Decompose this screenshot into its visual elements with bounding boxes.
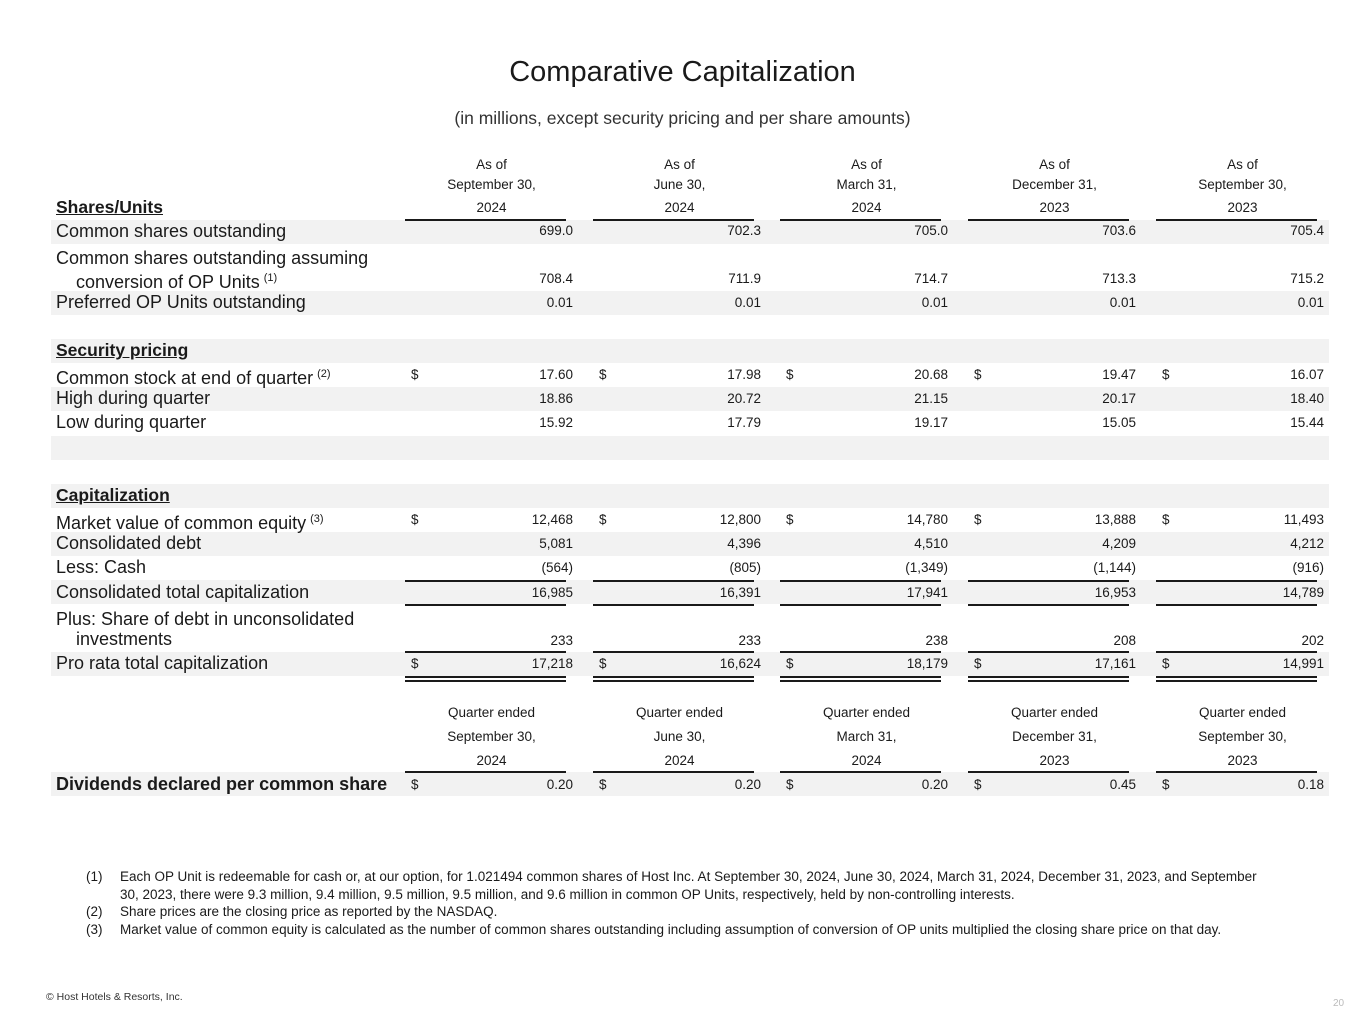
label-line-2-text: conversion of OP Units <box>76 272 260 292</box>
currency-symbol: $ <box>411 367 419 382</box>
value-cell-dividends <box>780 775 953 795</box>
footnote-text: Each OP Unit is redeemable for cash or, at our option, for 1.021494 common shares of Host Inc. At September 30, 2024, June 30, 2024, March 31, 2024, December 31, 2023, and September 30, 2023, there were 9.3 million, 9.4 million, 9.5 million, 9.5 million, and 9.6 million in common OP Units, respectively, held by non-controlling interests. <box>120 869 1257 902</box>
value-number: 15.44 <box>1290 415 1324 430</box>
value-number: 0.20 <box>546 777 573 792</box>
column-header-line: As of <box>664 157 695 172</box>
value-number: 21.15 <box>914 391 948 406</box>
value-number: (1,144) <box>1093 560 1136 575</box>
footnotes <box>86 868 1276 938</box>
value-number: 705.4 <box>1290 223 1324 238</box>
value-number: 20.68 <box>914 367 948 382</box>
section-capitalization: Capitalization <box>56 485 170 505</box>
value-number: (1,349) <box>905 560 948 575</box>
column-rule <box>405 651 566 653</box>
value-number: 711.9 <box>728 271 761 286</box>
value-number: 20.72 <box>727 391 761 406</box>
column-rule <box>1156 219 1317 221</box>
column-header-line: As of <box>851 157 882 172</box>
value-number: 16,985 <box>531 585 573 600</box>
currency-symbol: $ <box>786 512 794 527</box>
currency-symbol: $ <box>411 777 419 792</box>
value-number: 699.0 <box>539 223 573 238</box>
value-cell-stock-end <box>593 365 766 385</box>
value-number: 4,510 <box>914 536 948 551</box>
value-number: 5,081 <box>539 536 573 551</box>
value-number: 12,468 <box>531 512 573 527</box>
value-number: 16,391 <box>719 585 761 600</box>
value-cell-common-conv <box>968 269 1141 289</box>
value-cell-low <box>1156 413 1329 433</box>
value-cell-stock-end <box>405 365 578 385</box>
row-label-share-debt <box>56 609 354 649</box>
column-header-line: 2023 <box>1039 200 1070 215</box>
value-number: 714.7 <box>914 271 948 286</box>
currency-symbol: $ <box>974 367 982 382</box>
column-header-line: June 30, <box>653 177 706 192</box>
value-cell-common-shares <box>780 221 953 241</box>
value-number: 0.20 <box>734 777 761 792</box>
column-rule <box>593 580 754 582</box>
label-text: Low during quarter <box>56 412 207 432</box>
value-cell-preferred <box>405 293 578 313</box>
value-number: 233 <box>550 633 573 648</box>
column-rule <box>968 219 1129 221</box>
value-number: 13,888 <box>1094 512 1136 527</box>
footnote-2 <box>86 903 1276 921</box>
label-line-1: Plus: Share of debt in unconsolidated <box>56 609 355 629</box>
currency-symbol: $ <box>974 512 982 527</box>
value-cell-cash <box>968 558 1141 578</box>
column-rule <box>780 651 941 653</box>
column-header-line: September 30, <box>447 729 536 744</box>
value-cell-dividends <box>1156 775 1329 795</box>
value-number: 14,780 <box>906 512 948 527</box>
row-label-stock-end <box>56 364 331 388</box>
value-cell-low <box>968 413 1141 433</box>
value-number: (564) <box>541 560 573 575</box>
value-cell-stock-end <box>780 365 953 385</box>
value-number: 202 <box>1301 633 1324 648</box>
row-band <box>51 339 1329 363</box>
value-cell-pro-rata <box>1156 654 1329 674</box>
value-number: 20.17 <box>1102 391 1136 406</box>
value-cell-preferred <box>593 293 766 313</box>
label-text: Preferred OP Units outstanding <box>56 292 306 312</box>
footnote-ref: (1) <box>263 272 278 284</box>
column-rule <box>593 651 754 653</box>
row-band <box>51 484 1329 508</box>
row-label-pro-rata <box>56 653 268 673</box>
value-cell-dividends <box>405 775 578 795</box>
column-header-line: December 31, <box>1012 729 1097 744</box>
double-rule <box>593 676 754 682</box>
value-cell-market-value <box>780 510 953 530</box>
currency-symbol: $ <box>1162 777 1170 792</box>
currency-symbol: $ <box>974 777 982 792</box>
row-label-market-value <box>56 509 324 533</box>
section-shares-units: Shares/Units <box>56 197 163 217</box>
label-text: Common stock at end of quarter <box>56 368 314 388</box>
value-cell-common-shares <box>593 221 766 241</box>
column-rule <box>780 580 941 582</box>
column-header-line: September 30, <box>1198 729 1287 744</box>
page-title: Comparative Capitalization <box>509 56 856 88</box>
footnote-text: Market value of common equity is calculated as the number of common shares outstanding including assumption of conversion of OP units multiplied the closing share price on that day. <box>120 921 1222 937</box>
column-header-line: Quarter ended <box>1198 705 1287 720</box>
column-rule <box>1156 604 1317 606</box>
row-label-common-shares-conversion <box>56 248 368 292</box>
currency-symbol: $ <box>411 656 419 671</box>
column-header-line: 2024 <box>476 200 507 215</box>
value-number: 4,212 <box>1290 536 1324 551</box>
value-number: 18.86 <box>539 391 573 406</box>
value-cell-total-cap <box>968 583 1141 603</box>
value-number: 4,209 <box>1102 536 1136 551</box>
currency-symbol: $ <box>786 367 794 382</box>
footnote-marker: (3) <box>86 921 103 937</box>
value-cell-market-value <box>593 510 766 530</box>
value-cell-debt <box>1156 534 1329 554</box>
column-rule <box>405 771 566 773</box>
double-rule <box>405 676 566 682</box>
value-cell-share-debt <box>780 631 953 651</box>
value-cell-high <box>593 389 766 409</box>
column-header-line: 2023 <box>1227 200 1258 215</box>
value-cell-market-value <box>1156 510 1329 530</box>
row-band <box>51 436 1329 460</box>
column-rule <box>968 604 1129 606</box>
column-header-line: As of <box>1039 157 1070 172</box>
currency-symbol: $ <box>1162 656 1170 671</box>
column-rule <box>405 219 566 221</box>
column-rule <box>593 604 754 606</box>
column-header-line: September 30, <box>1198 177 1287 192</box>
value-cell-cash <box>1156 558 1329 578</box>
value-cell-cash <box>780 558 953 578</box>
value-number: 0.01 <box>1297 295 1324 310</box>
value-number: 17,218 <box>531 656 573 671</box>
value-number: 12,800 <box>719 512 761 527</box>
value-cell-market-value <box>405 510 578 530</box>
row-label-high <box>56 388 210 408</box>
column-rule <box>780 771 941 773</box>
column-header-line: As of <box>1227 157 1258 172</box>
column-rule <box>780 604 941 606</box>
value-cell-high <box>405 389 578 409</box>
currency-symbol: $ <box>599 777 607 792</box>
value-cell-low <box>593 413 766 433</box>
currency-symbol: $ <box>786 656 794 671</box>
value-number: 17,941 <box>906 585 948 600</box>
value-number: 17.79 <box>727 415 761 430</box>
value-cell-common-shares <box>968 221 1141 241</box>
column-header-line: Quarter ended <box>635 705 724 720</box>
column-header-line: 2023 <box>1227 753 1258 768</box>
column-header-line: 2024 <box>664 200 695 215</box>
value-number: 702.3 <box>727 223 761 238</box>
value-cell-low <box>780 413 953 433</box>
value-cell-debt <box>593 534 766 554</box>
page-subtitle: (in millions, except security pricing and per share amounts) <box>454 108 911 128</box>
value-cell-preferred <box>1156 293 1329 313</box>
row-label-dividends <box>56 774 387 794</box>
value-number: 233 <box>738 633 761 648</box>
column-header-line: 2023 <box>1039 753 1070 768</box>
value-cell-high <box>1156 389 1329 409</box>
value-number: 0.01 <box>1109 295 1136 310</box>
value-cell-total-cap <box>1156 583 1329 603</box>
value-cell-dividends <box>968 775 1141 795</box>
value-number: (805) <box>729 560 761 575</box>
value-cell-market-value <box>968 510 1141 530</box>
value-number: 17.60 <box>539 367 573 382</box>
currency-symbol: $ <box>974 656 982 671</box>
column-header-line: 2024 <box>664 753 695 768</box>
value-number: 16,953 <box>1094 585 1136 600</box>
label-line-1: Common shares outstanding assuming <box>56 248 369 268</box>
value-cell-share-debt <box>968 631 1141 651</box>
column-header-line: March 31, <box>836 177 897 192</box>
value-number: 14,789 <box>1282 585 1324 600</box>
value-cell-debt <box>968 534 1141 554</box>
double-rule <box>1156 676 1317 682</box>
label-text: Pro rata total capitalization <box>56 653 269 673</box>
label-text: Common shares outstanding <box>56 221 287 241</box>
column-rule <box>1156 580 1317 582</box>
column-header-line: March 31, <box>836 729 897 744</box>
value-number: 18,179 <box>906 656 948 671</box>
column-rule <box>593 219 754 221</box>
value-cell-preferred <box>780 293 953 313</box>
column-rule <box>968 580 1129 582</box>
column-rule <box>1156 771 1317 773</box>
value-number: 715.2 <box>1290 271 1324 286</box>
value-number: 15.05 <box>1102 415 1136 430</box>
column-rule <box>968 771 1129 773</box>
value-cell-pro-rata <box>968 654 1141 674</box>
value-number: 11,493 <box>1283 512 1324 527</box>
value-number: 19.17 <box>914 415 948 430</box>
column-rule <box>1156 651 1317 653</box>
value-cell-debt <box>405 534 578 554</box>
row-label-low <box>56 412 206 432</box>
footnote-1 <box>86 868 1276 903</box>
value-cell-common-conv <box>1156 269 1329 289</box>
label-text: Consolidated total capitalization <box>56 582 310 602</box>
value-cell-total-cap <box>593 583 766 603</box>
currency-symbol: $ <box>599 512 607 527</box>
value-cell-cash <box>593 558 766 578</box>
value-number: 16,624 <box>719 656 761 671</box>
row-label-total-cap <box>56 582 309 602</box>
value-number: 17.98 <box>727 367 761 382</box>
value-cell-debt <box>780 534 953 554</box>
currency-symbol: $ <box>411 512 419 527</box>
value-number: 16.07 <box>1290 367 1324 382</box>
column-rule <box>405 604 566 606</box>
currency-symbol: $ <box>599 656 607 671</box>
footnote-ref: (3) <box>310 513 324 525</box>
value-cell-share-debt <box>593 631 766 651</box>
column-header-line: Quarter ended <box>1010 705 1099 720</box>
value-number: 14,991 <box>1282 656 1324 671</box>
value-number: 15.92 <box>539 415 573 430</box>
currency-symbol: $ <box>599 367 607 382</box>
row-label-preferred <box>56 292 306 312</box>
value-cell-common-shares <box>1156 221 1329 241</box>
label-line-2: investments <box>76 629 173 649</box>
value-number: 703.6 <box>1102 223 1136 238</box>
value-number: 0.01 <box>546 295 573 310</box>
currency-symbol: $ <box>786 777 794 792</box>
footnote-text: Share prices are the closing price as reported by the NASDAQ. <box>120 904 498 919</box>
value-number: 208 <box>1113 633 1136 648</box>
row-label-common-shares <box>56 221 286 241</box>
value-number: 708.4 <box>539 271 573 286</box>
label-text: Consolidated debt <box>56 533 202 553</box>
column-header-line: June 30, <box>653 729 706 744</box>
label-text: Less: Cash <box>56 557 147 577</box>
label-text: Dividends declared per common share <box>56 774 388 794</box>
value-number: 17,161 <box>1094 656 1136 671</box>
page-number: 20 <box>1333 998 1345 1009</box>
value-number: 0.20 <box>921 777 948 792</box>
currency-symbol: $ <box>1162 512 1170 527</box>
double-rule <box>968 676 1129 682</box>
currency-symbol: $ <box>1162 367 1170 382</box>
value-cell-preferred <box>968 293 1141 313</box>
value-cell-common-conv <box>593 269 766 289</box>
column-header-line: 2024 <box>476 753 507 768</box>
value-number: (916) <box>1292 560 1324 575</box>
label-line-2 <box>56 268 368 292</box>
value-cell-share-debt <box>405 631 578 651</box>
value-cell-cash <box>405 558 578 578</box>
value-cell-stock-end <box>968 365 1141 385</box>
value-cell-total-cap <box>405 583 578 603</box>
column-rule <box>405 580 566 582</box>
footnote-ref: (2) <box>317 368 331 380</box>
copyright: © Host Hotels & Resorts, Inc. <box>46 991 183 1003</box>
value-number: 0.01 <box>921 295 948 310</box>
value-cell-low <box>405 413 578 433</box>
footnote-marker: (1) <box>86 869 103 884</box>
column-header-line: September 30, <box>447 177 536 192</box>
label-text: High during quarter <box>56 388 211 408</box>
column-rule <box>968 651 1129 653</box>
value-cell-common-conv <box>780 269 953 289</box>
value-cell-total-cap <box>780 583 953 603</box>
column-header-line: Quarter ended <box>447 705 536 720</box>
value-cell-pro-rata <box>405 654 578 674</box>
row-label-cash <box>56 557 146 577</box>
value-cell-pro-rata <box>780 654 953 674</box>
value-cell-dividends <box>593 775 766 795</box>
value-number: 0.01 <box>734 295 761 310</box>
column-header-line: Quarter ended <box>822 705 911 720</box>
value-cell-stock-end <box>1156 365 1329 385</box>
value-number: 713.3 <box>1102 271 1136 286</box>
label-text: Market value of common equity <box>56 513 307 533</box>
column-header-line: 2024 <box>851 200 882 215</box>
footnote-3 <box>86 921 1276 939</box>
double-rule <box>780 676 941 682</box>
value-number: 18.40 <box>1290 391 1324 406</box>
value-number: 4,396 <box>727 536 761 551</box>
value-number: 0.18 <box>1297 777 1324 792</box>
footnote-marker: (2) <box>86 904 103 919</box>
value-cell-share-debt <box>1156 631 1329 651</box>
value-cell-common-conv <box>405 269 578 289</box>
column-rule <box>780 219 941 221</box>
row-label-debt <box>56 533 201 553</box>
section-security-pricing: Security pricing <box>56 340 189 360</box>
value-cell-pro-rata <box>593 654 766 674</box>
column-header-line: As of <box>476 157 507 172</box>
value-number: 19.47 <box>1102 367 1136 382</box>
value-number: 238 <box>925 633 948 648</box>
value-cell-high <box>968 389 1141 409</box>
column-header-line: 2024 <box>851 753 882 768</box>
column-rule <box>593 771 754 773</box>
column-header-line: December 31, <box>1012 177 1097 192</box>
value-number: 0.45 <box>1109 777 1136 792</box>
value-cell-common-shares <box>405 221 578 241</box>
value-cell-high <box>780 389 953 409</box>
value-number: 705.0 <box>914 223 948 238</box>
